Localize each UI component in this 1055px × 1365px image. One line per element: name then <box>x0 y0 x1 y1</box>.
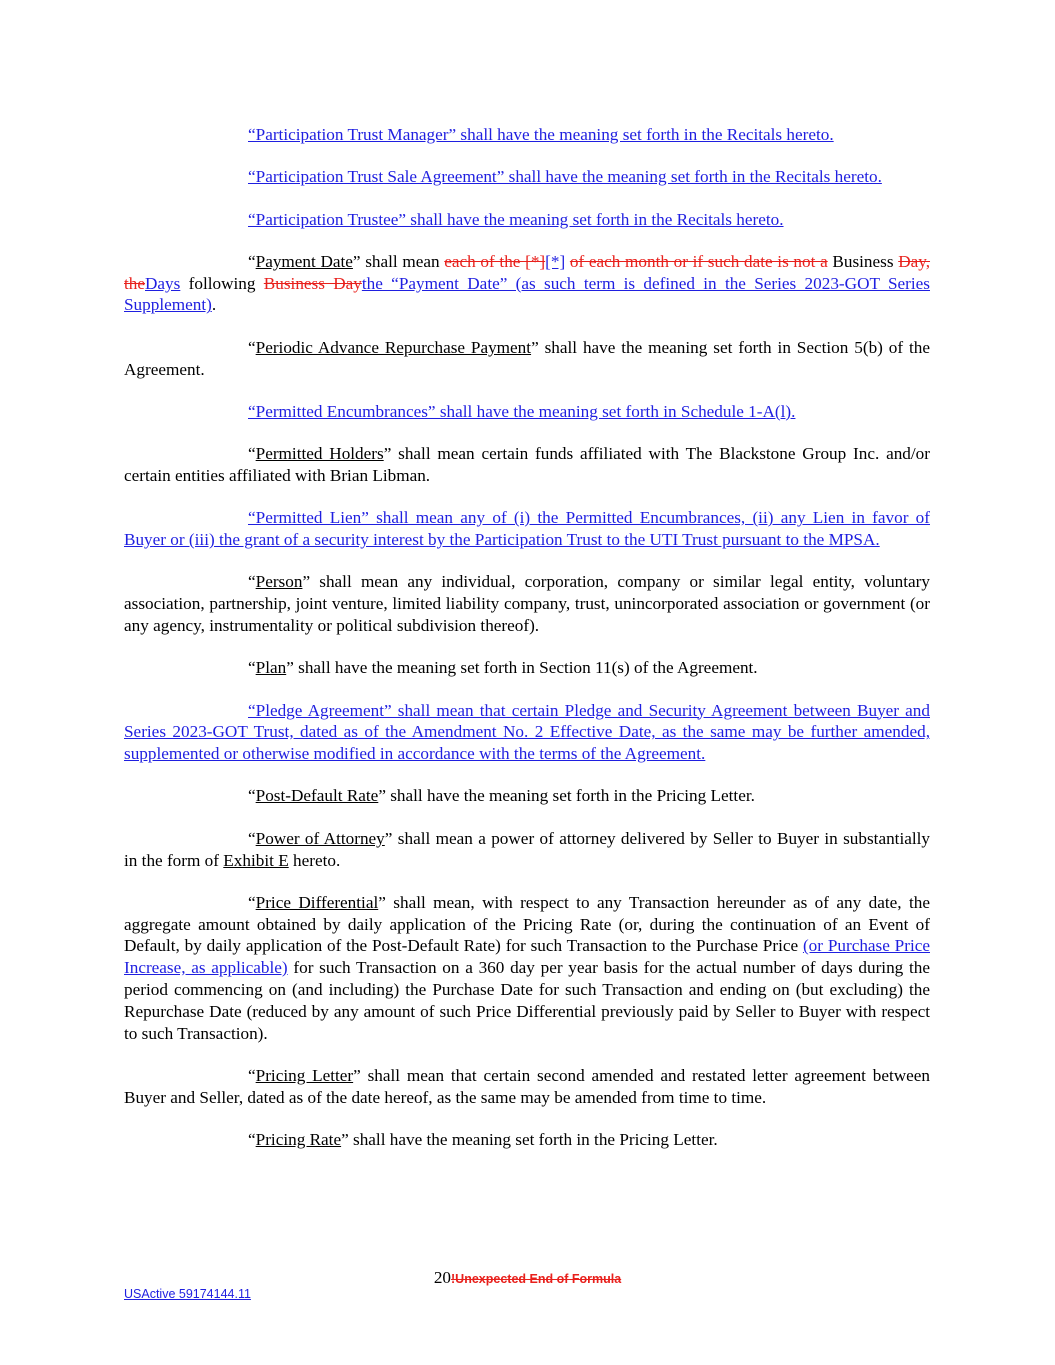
text-run: ” shall mean that certain second amended and restated letter agreement between Buyer and Seller, dated as of the date hereof, as the same may be amended from time to time. <box>124 1065 931 1107</box>
text-run: “ <box>248 444 256 464</box>
definition-paragraph <box>124 124 930 146</box>
text-run: “ <box>248 1130 256 1149</box>
text-run: Business <box>827 251 899 271</box>
text-run: “ <box>248 251 256 271</box>
definition-paragraph <box>124 443 930 487</box>
inserted-text: “Permitted Encumbrances” shall have the meaning set forth in Schedule 1-A(l). <box>248 401 796 421</box>
definition-paragraph <box>124 571 930 636</box>
inserted-text: [*] <box>545 251 566 271</box>
text-run: ” shall mean any individual, corporation, company or similar legal entity, voluntary association, partnership, joint venture, limited liability company, trust, unincorporated association or government (or any agency, instrumentality or political subdivision thereof). <box>124 572 930 635</box>
text-run: ” shall have the meaning set forth in the Pricing Letter. <box>341 1130 718 1149</box>
formula-error-text: !Unexpected End of Formula <box>451 1272 622 1286</box>
document-body <box>124 124 930 1171</box>
definition-paragraph <box>124 828 930 872</box>
text-run: following <box>180 273 264 293</box>
text-run: . <box>211 295 217 315</box>
inserted-text: “Participation Trust Sale Agreement” shall have the meaning set forth in the Recitals hereto. <box>248 167 882 187</box>
deleted-text: Business Day <box>263 273 362 293</box>
defined-term: Post-Default Rate <box>255 786 379 806</box>
defined-term: Exhibit E <box>223 850 289 870</box>
text-run: hereto. <box>288 850 341 870</box>
definition-paragraph <box>124 209 930 231</box>
deleted-text: Day, the <box>124 251 931 293</box>
definition-paragraph <box>124 657 930 679</box>
text-run: ” shall have the meaning set forth in Section 11(s) of the Agreement. <box>286 658 758 678</box>
inserted-text: “Permitted Lien” shall mean any of (i) the Permitted Encumbrances, (ii) any Lien in favor of Buyer or (iii) the grant of a security interest by the Participation Trust to the UTI Trust pursuant to the MPSA. <box>124 508 930 550</box>
definition-paragraph <box>124 337 930 381</box>
deleted-text: each of the [*] <box>444 251 546 271</box>
defined-term: Pricing Letter <box>255 1065 354 1085</box>
document-id: USActive 59174144.11 <box>124 1287 251 1301</box>
text-run: ” shall mean certain funds affiliated with The Blackstone Group Inc. and/or certain entities affiliated with Brian Libman. <box>124 444 930 485</box>
text-run: ” shall mean a power of attorney delivered by Seller to Buyer in substantially in the form of <box>124 828 930 870</box>
definition-paragraph <box>124 700 930 765</box>
inserted-text: “Participation Trust Manager” shall have the meaning set forth in the Recitals hereto. <box>248 125 834 144</box>
text-run: “ <box>248 786 256 806</box>
text-run: “ <box>248 572 256 592</box>
text-run: ” shall have the meaning set forth in the Pricing Letter. <box>378 786 755 806</box>
text-run: “ <box>248 658 256 678</box>
inserted-text: “Participation Trustee” shall have the meaning set forth in the Recitals hereto. <box>248 209 784 229</box>
text-run: for such Transaction on a 360 day per year basis for the actual number of days during the period commencing on (and including) the Purchase Date for such Transaction and ending on (but excluding) the Repurchase Date (reduced by any amount of such Price Differential previously paid by Seller to Buyer with respect to such Transaction). <box>124 958 930 1043</box>
page-number: 20 <box>433 1268 452 1287</box>
definition-paragraph <box>124 507 930 551</box>
definition-paragraph <box>124 892 930 1045</box>
text-run: “ <box>248 1065 256 1085</box>
defined-term: Pricing Rate <box>255 1130 342 1149</box>
definition-paragraph <box>124 1065 930 1109</box>
definition-paragraph <box>124 251 930 316</box>
inserted-text: Days <box>145 273 181 293</box>
defined-term: Power of Attorney <box>255 828 385 848</box>
defined-term: Price Differential <box>255 892 379 912</box>
defined-term: Plan <box>255 658 287 678</box>
text-run: “ <box>248 828 256 848</box>
definition-paragraph <box>124 785 930 807</box>
defined-term: Payment Date <box>255 251 353 271</box>
definition-paragraph <box>124 166 930 188</box>
defined-term: Periodic Advance Repurchase Payment <box>255 337 532 357</box>
text-run: ” shall have the meaning set forth in Section 5(b) of the Agreement. <box>124 337 930 379</box>
text-run: ” shall mean <box>352 251 445 271</box>
definition-paragraph <box>124 401 930 423</box>
text-run: ” shall mean, with respect to any Transaction hereunder as of any date, the aggregate amount obtained by daily application of the Pricing Rate (or, during the continuation of an Event of Default, by daily application of the Post-Default Rate) for such Transaction to the Purchase Price <box>124 892 930 956</box>
deleted-text: of each month or if such date is not a <box>569 251 828 271</box>
text-run: “ <box>248 337 256 357</box>
inserted-text: “Pledge Agreement” shall mean that certain Pledge and Security Agreement between Buyer and Series 2023-GOT Trust, dated as of the Amendment No. 2 Effective Date, as the same may be further amended, supplemented or otherwise modified in accordance with the terms of the Agreement. <box>124 700 930 764</box>
inserted-text: the “Payment Date” (as such term is defined in the Series 2023-GOT Series Supplement) <box>124 273 930 315</box>
text-run: “ <box>248 892 256 912</box>
definition-paragraph <box>124 1129 930 1151</box>
defined-term: Person <box>255 572 303 592</box>
defined-term: Permitted Holders <box>255 444 384 464</box>
inserted-text: (or Purchase Price Increase, as applicable) <box>124 936 930 978</box>
